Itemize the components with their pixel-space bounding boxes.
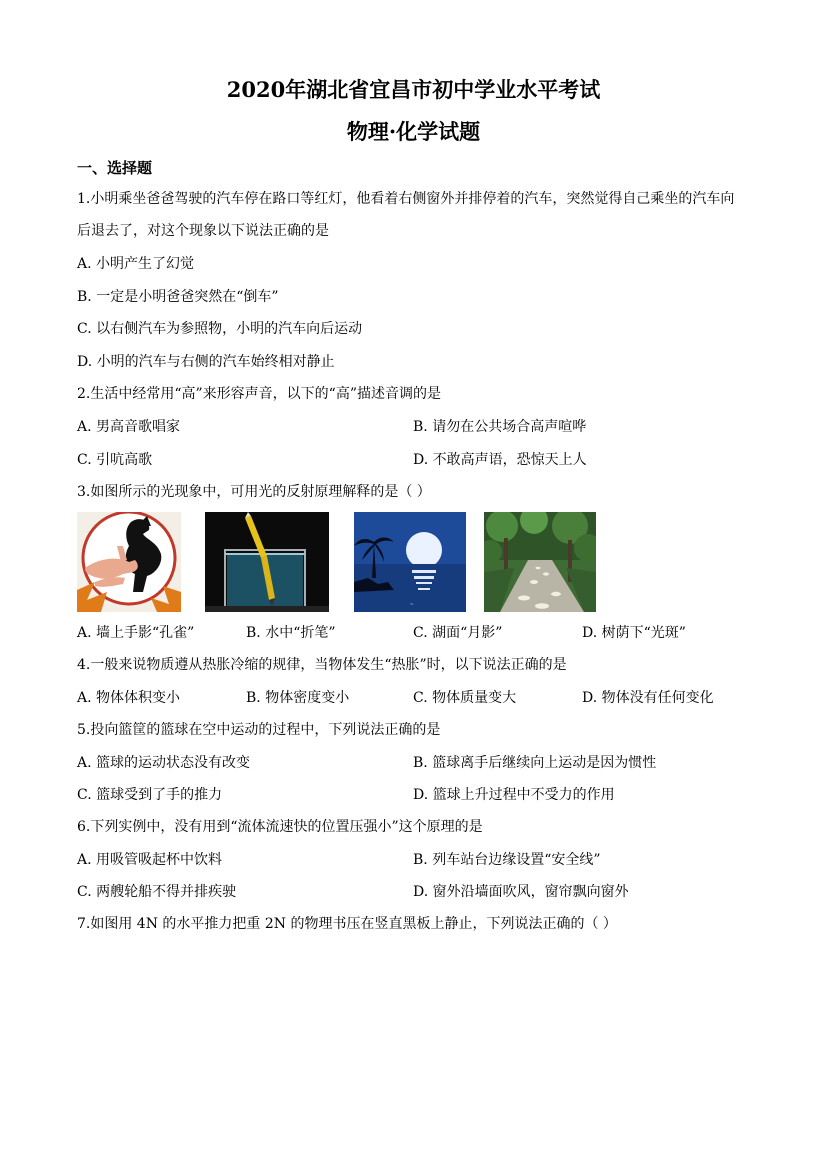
question-5-option-c: C. 篮球受到了手的推力 — [77, 787, 223, 803]
question-3-option-c: C. 湖面“月影” — [413, 625, 503, 641]
question-5-option-d: D. 篮球上升过程中不受力的作用 — [413, 787, 615, 803]
question-3-option-b: B. 水中“折笔” — [246, 625, 336, 641]
question-4-option-a: A. 物体体积变小 — [77, 690, 181, 706]
question-4-stem: 4.一般来说物质遵从热胀冷缩的规律，当物体发生“热胀”时，以下说法正确的是 — [77, 657, 567, 673]
question-3-stem: 3.如图所示的光现象中，可用光的反射原理解释的是（ ） — [77, 484, 431, 500]
page-title: 2020年湖北省宜昌市初中学业水平考试 — [226, 77, 601, 102]
question-4-option-b: B. 物体密度变小 — [246, 690, 350, 706]
question-7-stem: 7.如图用 4N 的水平推力把重 2N 的物理书压在竖直黑板上静止，下列说法正确的（ ） — [77, 916, 617, 932]
question-1-option-b: B. 一定是小明爸爸突然在“倒车” — [77, 289, 279, 305]
question-5-option-a: A. 篮球的运动状态没有改变 — [77, 755, 251, 771]
page-subtitle: 物理·化学试题 — [346, 119, 481, 144]
image-pencil-in-water — [205, 512, 329, 612]
question-4-option-d: D. 物体没有任何变化 — [582, 690, 714, 706]
question-2-option-c: C. 引吭高歌 — [77, 452, 153, 468]
question-2-option-d: D. 不敢高声语，恐惊天上人 — [413, 452, 587, 468]
question-2-option-a: A. 男高音歌唱家 — [77, 419, 181, 435]
image-hand-shadow — [77, 512, 181, 612]
image-tree-light-spots — [484, 512, 596, 612]
question-5-option-b: B. 篮球离手后继续向上运动是因为惯性 — [413, 755, 657, 771]
question-4-option-c: C. 物体质量变大 — [413, 690, 517, 706]
question-6-option-d: D. 窗外沿墙面吹风，窗帘飘向窗外 — [413, 884, 629, 900]
question-5-stem: 5.投向篮筐的篮球在空中运动的过程中，下列说法正确的是 — [77, 722, 441, 738]
question-1-stem-line-1: 1.小明乘坐爸爸驾驶的汽车停在路口等红灯，他看着右侧窗外并排停着的汽车，突然觉得自己乘坐的汽车向 — [77, 191, 735, 207]
question-6-option-a: A. 用吸管吸起杯中饮料 — [77, 852, 223, 868]
question-6-stem: 6.下列实例中，没有用到“流体流速快的位置压强小”这个原理的是 — [77, 819, 483, 835]
image-moon-reflection — [354, 512, 466, 612]
question-1-option-c: C. 以右侧汽车为参照物，小明的汽车向后运动 — [77, 321, 363, 337]
question-2-option-b: B. 请勿在公共场合高声喧哗 — [413, 419, 587, 435]
question-6-option-c: C. 两艘轮船不得并排疾驶 — [77, 884, 237, 900]
svg-text:~: ~ — [410, 602, 414, 608]
question-6-option-b: B. 列车站台边缘设置“安全线” — [413, 852, 601, 868]
section-heading: 一、选择题 — [77, 159, 153, 177]
question-1-option-a: A. 小明产生了幻觉 — [77, 256, 195, 272]
question-3-option-a: A. 墙上手影“孔雀” — [77, 625, 195, 641]
question-1-stem-line-2: 后退去了，对这个现象以下说法正确的是 — [77, 223, 329, 239]
question-1-option-d: D. 小明的汽车与右侧的汽车始终相对静止 — [77, 354, 335, 370]
question-2-stem: 2.生活中经常用“高”来形容声音，以下的“高”描述音调的是 — [77, 386, 441, 402]
question-3-option-d: D. 树荫下“光斑” — [582, 625, 686, 641]
